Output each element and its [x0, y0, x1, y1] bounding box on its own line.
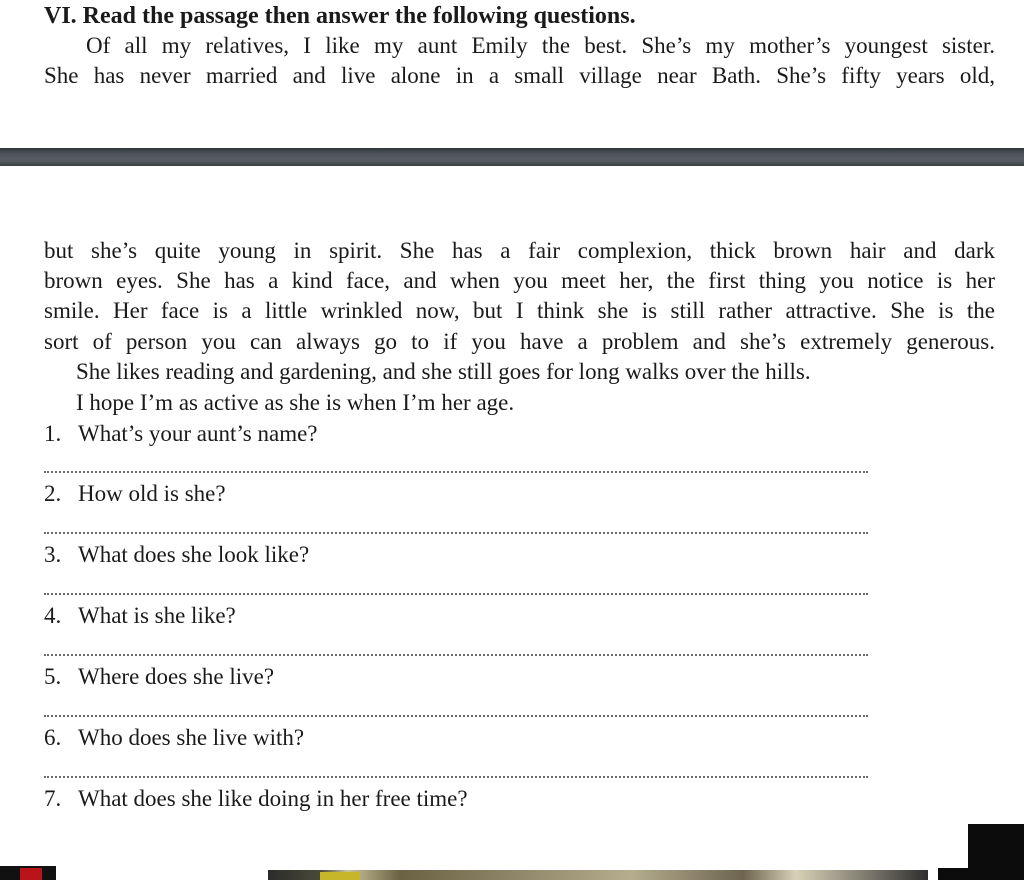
answer-line-1[interactable]: [44, 471, 868, 473]
answer-line-6[interactable]: [44, 776, 868, 778]
question-5: [44, 662, 274, 692]
answer-line-3[interactable]: [44, 593, 868, 595]
question-number: 5.: [44, 664, 62, 689]
question-text: How old is she?: [78, 481, 226, 506]
passage-line: but she’s quite young in spirit. She has a fair complexion, thick brown hair and dark: [44, 238, 995, 263]
question-text: Where does she live?: [78, 664, 275, 689]
passage-line: She has never married and live alone in a small village near Bath. She’s fifty years old,: [44, 63, 995, 88]
question-number: 3.: [44, 542, 62, 567]
page-upper-section: [0, 0, 1024, 148]
question-2: [44, 479, 226, 509]
exercise-heading: VI. Read the passage then answer the following questions.: [44, 3, 636, 29]
passage-line: Of all my relatives, I like my aunt Emily the best. She’s my mother’s youngest sister.: [86, 33, 995, 58]
question-number: 1.: [44, 421, 62, 446]
passage-line: brown eyes. She has a kind face, and when you meet her, the first thing you notice is her: [44, 268, 995, 293]
passage-line: sort of person you can always go to if you have a problem and she’s extremely generous.: [44, 329, 995, 354]
scan-artifact-red: [20, 868, 42, 880]
question-text: What does she look like?: [78, 542, 310, 567]
question-number: 2.: [44, 481, 62, 506]
question-number: 7.: [44, 786, 62, 811]
question-6: [44, 723, 304, 753]
question-number: 4.: [44, 603, 62, 628]
answer-line-4[interactable]: [44, 654, 868, 656]
question-number: 6.: [44, 725, 62, 750]
passage-line: I hope I’m as active as she is when I’m her age.: [76, 390, 515, 415]
question-4: [44, 601, 236, 631]
question-3: [44, 540, 309, 570]
question-text: What is she like?: [78, 603, 236, 628]
question-text: What does she like doing in her free time?: [78, 786, 468, 811]
scan-artifact-bottom: [268, 870, 928, 880]
question-1: [44, 419, 318, 449]
page-break-divider: [0, 148, 1024, 166]
question-7: [44, 784, 468, 814]
question-text: What’s your aunt’s name?: [78, 421, 318, 446]
question-text: Who does she live with?: [78, 725, 305, 750]
answer-line-5[interactable]: [44, 715, 868, 717]
passage-line: smile. Her face is a little wrinkled now, but I think she is still rather attractive. She is the: [44, 298, 995, 323]
answer-line-2[interactable]: [44, 532, 868, 534]
scan-artifact-yellow: [320, 872, 360, 880]
passage-line: She likes reading and gardening, and she still goes for long walks over the hills.: [76, 359, 811, 384]
scan-artifact-corner-tail: [938, 868, 978, 880]
